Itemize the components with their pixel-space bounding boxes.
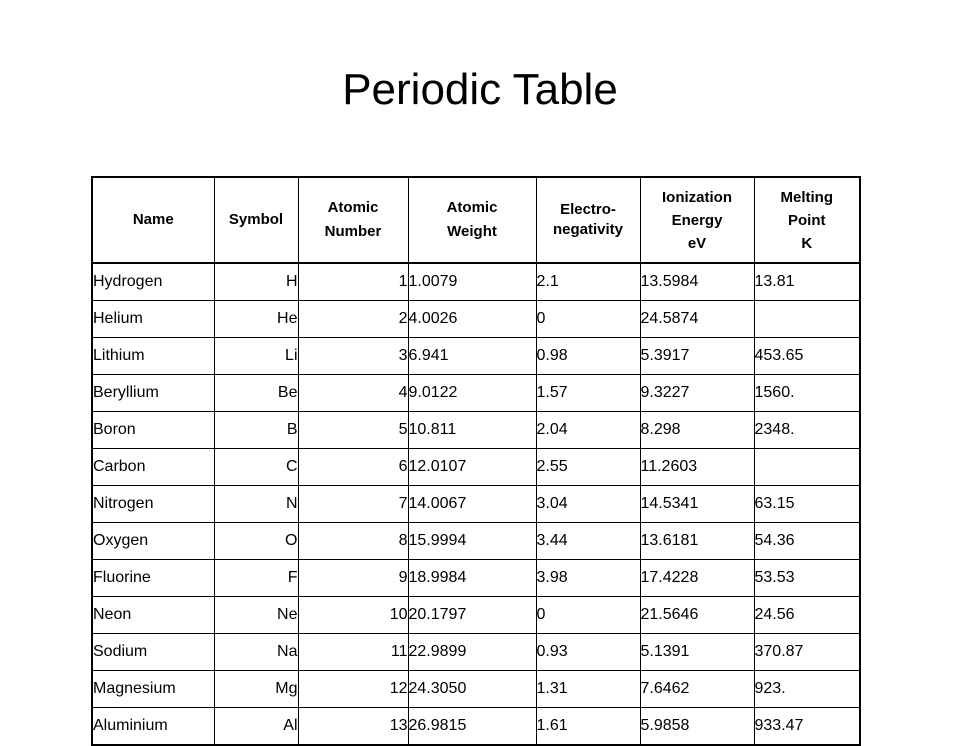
cell-symbol: Be — [214, 375, 298, 412]
cell-atomic-weight: 15.9994 — [408, 523, 536, 560]
cell-melting-point: 13.81 — [754, 263, 860, 301]
cell-name: Magnesium — [92, 671, 214, 708]
cell-atomic-number: 7 — [298, 486, 408, 523]
cell-symbol: O — [214, 523, 298, 560]
cell-electronegativity: 3.98 — [536, 560, 640, 597]
table-row — [92, 560, 860, 597]
cell-ionization-energy: 5.9858 — [640, 708, 754, 746]
cell-symbol: F — [214, 560, 298, 597]
cell-name: Fluorine — [92, 560, 214, 597]
cell-electronegativity: 1.61 — [536, 708, 640, 746]
header-atomic-number: Atomic Number — [298, 177, 408, 263]
cell-melting-point: 53.53 — [754, 560, 860, 597]
cell-symbol: He — [214, 301, 298, 338]
cell-ionization-energy: 13.5984 — [640, 263, 754, 301]
periodic-table — [91, 176, 861, 746]
cell-melting-point: 24.56 — [754, 597, 860, 634]
table-row — [92, 523, 860, 560]
cell-atomic-number: 8 — [298, 523, 408, 560]
cell-melting-point — [754, 301, 860, 338]
header-row — [92, 177, 860, 263]
table-row — [92, 375, 860, 412]
table-row — [92, 301, 860, 338]
cell-electronegativity: 1.31 — [536, 671, 640, 708]
cell-ionization-energy: 13.6181 — [640, 523, 754, 560]
cell-symbol: Ne — [214, 597, 298, 634]
cell-ionization-energy: 21.5646 — [640, 597, 754, 634]
cell-melting-point: 1560. — [754, 375, 860, 412]
cell-electronegativity: 2.04 — [536, 412, 640, 449]
cell-melting-point: 63.15 — [754, 486, 860, 523]
table-row — [92, 263, 860, 301]
cell-electronegativity: 1.57 — [536, 375, 640, 412]
cell-name: Oxygen — [92, 523, 214, 560]
cell-atomic-weight: 12.0107 — [408, 449, 536, 486]
cell-symbol: Na — [214, 634, 298, 671]
cell-melting-point: 933.47 — [754, 708, 860, 746]
cell-atomic-weight: 6.941 — [408, 338, 536, 375]
cell-name: Beryllium — [92, 375, 214, 412]
header-ionization-energy: Ionization Energy eV — [640, 177, 754, 263]
cell-name: Sodium — [92, 634, 214, 671]
cell-atomic-number: 5 — [298, 412, 408, 449]
cell-atomic-weight: 1.0079 — [408, 263, 536, 301]
cell-electronegativity: 0 — [536, 301, 640, 338]
cell-symbol: B — [214, 412, 298, 449]
cell-ionization-energy: 5.3917 — [640, 338, 754, 375]
cell-atomic-weight: 4.0026 — [408, 301, 536, 338]
cell-atomic-weight: 24.3050 — [408, 671, 536, 708]
cell-atomic-number: 1 — [298, 263, 408, 301]
cell-name: Nitrogen — [92, 486, 214, 523]
cell-melting-point: 54.36 — [754, 523, 860, 560]
table-row — [92, 634, 860, 671]
table-row — [92, 671, 860, 708]
cell-atomic-weight: 22.9899 — [408, 634, 536, 671]
cell-atomic-weight: 14.0067 — [408, 486, 536, 523]
cell-melting-point: 453.65 — [754, 338, 860, 375]
cell-atomic-number: 2 — [298, 301, 408, 338]
header-atomic-weight: Atomic Weight — [408, 177, 536, 263]
header-symbol: Symbol — [214, 177, 298, 263]
cell-ionization-energy: 9.3227 — [640, 375, 754, 412]
table-row — [92, 338, 860, 375]
cell-ionization-energy: 5.1391 — [640, 634, 754, 671]
table-row — [92, 708, 860, 746]
page-title: Periodic Table — [342, 65, 618, 114]
cell-name: Aluminium — [92, 708, 214, 746]
cell-name: Hydrogen — [92, 263, 214, 301]
cell-electronegativity: 2.55 — [536, 449, 640, 486]
cell-melting-point — [754, 449, 860, 486]
cell-atomic-weight: 18.9984 — [408, 560, 536, 597]
cell-name: Lithium — [92, 338, 214, 375]
cell-ionization-energy: 17.4228 — [640, 560, 754, 597]
cell-electronegativity: 2.1 — [536, 263, 640, 301]
cell-atomic-number: 9 — [298, 560, 408, 597]
cell-ionization-energy: 7.6462 — [640, 671, 754, 708]
cell-melting-point: 2348. — [754, 412, 860, 449]
table-row — [92, 412, 860, 449]
header-name: Name — [92, 177, 214, 263]
cell-name: Helium — [92, 301, 214, 338]
cell-ionization-energy: 8.298 — [640, 412, 754, 449]
table-row — [92, 486, 860, 523]
cell-atomic-number: 10 — [298, 597, 408, 634]
cell-electronegativity: 0 — [536, 597, 640, 634]
cell-symbol: Li — [214, 338, 298, 375]
table-row — [92, 449, 860, 486]
cell-melting-point: 923. — [754, 671, 860, 708]
cell-symbol: Al — [214, 708, 298, 746]
cell-ionization-energy: 24.5874 — [640, 301, 754, 338]
cell-atomic-number: 13 — [298, 708, 408, 746]
cell-symbol: N — [214, 486, 298, 523]
cell-atomic-weight: 9.0122 — [408, 375, 536, 412]
cell-electronegativity: 3.44 — [536, 523, 640, 560]
cell-symbol: C — [214, 449, 298, 486]
table-body — [92, 263, 860, 745]
cell-atomic-weight: 10.811 — [408, 412, 536, 449]
cell-symbol: H — [214, 263, 298, 301]
cell-atomic-number: 6 — [298, 449, 408, 486]
cell-atomic-number: 3 — [298, 338, 408, 375]
cell-melting-point: 370.87 — [754, 634, 860, 671]
table-row — [92, 597, 860, 634]
header-melting-point: Melting Point K — [754, 177, 860, 263]
cell-ionization-energy: 11.2603 — [640, 449, 754, 486]
cell-electronegativity: 3.04 — [536, 486, 640, 523]
cell-electronegativity: 0.98 — [536, 338, 640, 375]
cell-name: Boron — [92, 412, 214, 449]
cell-atomic-number: 4 — [298, 375, 408, 412]
cell-atomic-number: 12 — [298, 671, 408, 708]
cell-name: Neon — [92, 597, 214, 634]
cell-atomic-weight: 26.9815 — [408, 708, 536, 746]
cell-ionization-energy: 14.5341 — [640, 486, 754, 523]
header-electronegativity: Electro- negativity — [536, 177, 640, 263]
cell-symbol: Mg — [214, 671, 298, 708]
cell-atomic-weight: 20.1797 — [408, 597, 536, 634]
cell-atomic-number: 11 — [298, 634, 408, 671]
cell-electronegativity: 0.93 — [536, 634, 640, 671]
cell-name: Carbon — [92, 449, 214, 486]
